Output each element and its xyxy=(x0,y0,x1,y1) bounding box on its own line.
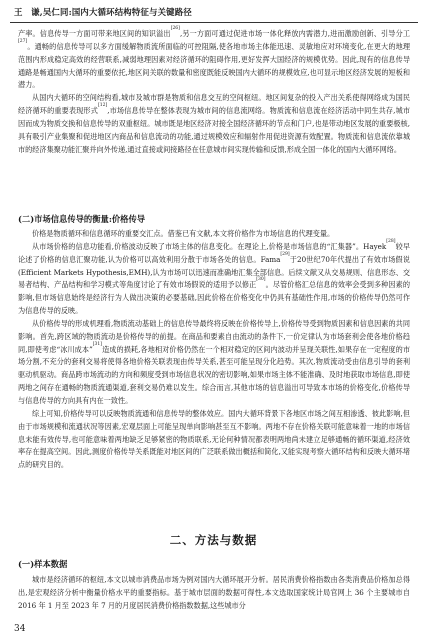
subsection-heading: (二)市场信息传导的衡量:价格传导 xyxy=(18,214,146,224)
citation-marker: [26] xyxy=(170,26,180,31)
body-top xyxy=(18,28,410,156)
paragraph: 综上可知,价格传导可以反映物质流通和信息传导的整体效应。国内大循环背景下各地区市场之间互相渗透、彼此影响,但由于市场规模和流通状况等因素,宏观层面上可能呈现单向影响甚至互不影响。两地不存在价格关联可能意味着一地的市场信息未能有效传导,也可能意味着两地缺乏足够紧密的物质联系,无论何种情况都表明两地尚未建立足够通畅的循环渠道,经济效率存在提高空间。因此,测度价格传导关系既能对地区间的广泛联系做出概括和简化,又能实现考察大循环结构和反映大循环堵点的研究目的。 xyxy=(18,408,410,470)
citation-marker: [31] xyxy=(92,341,102,347)
body-bottom xyxy=(18,574,410,613)
paragraph: 产率。信息传导一方面可带来地区间的知识溢出[26],另一方面可通过促进市场一体化释放内需潜力,进而激励创新、引导分工[27]。通畅的信息传导可以多方面缓解物质流所面临的可控阻隔,使各地市场主体能迅速、灵敏地应对环境变化,在更大的地理范围内形成稳定高效的经营联系,减弱地理因素对经济循环的阻碍作用,更好发挥大国经济的规模优势。因此,现有的信息传导通路是畅通国内大循环的重要依托,地区间关联的数量和密度既能反映国内大循环的规模效应,也可显示地区经济发展的短板和潜力。 xyxy=(18,26,410,90)
citation-marker: [12] xyxy=(97,103,108,109)
citation-marker: [27] xyxy=(18,38,28,44)
body-mid xyxy=(18,228,410,472)
citation-marker: [28] xyxy=(386,238,396,244)
citation-marker: [29] xyxy=(280,251,290,257)
citation-marker: [30] xyxy=(256,277,266,283)
page-number: 34 xyxy=(14,624,26,634)
paragraph: 城市是经济循环的枢纽,本文以城市消费品市场为例对国内大循环展开分析。居民消费价格指数由各类消费品价格加总得出,是宏观经济分析中衡量价格水平的重要指标。基于城市层面的数据可得性,本文选取国家统计局官网上 36 个主要城市自 2016 年 1 月至 2023 年 7 月的月度居民消费价格指数数据,这些城市分 xyxy=(18,575,410,610)
paragraph: 从价格传导的形成机理看,物质流动基础上的信息传导最终将反映在价格传导上,价格传导受到物质因素和信息因素的共同影响。首先,跨区域的物质流动是价格传导的前提。在商品和要素自由流动的条件下,一价定律认为市场套利会使各地价格趋同,即使考虑“冰川成本”[31]造成的损耗,各地相对价格仍然在一个相对稳定的区间内波动并呈现关联性,如果存在一定程度的市场分割,不充分的套利交易将使得各地价格关联表现由传导关系,甚至可能呈现分化趋势。其次,物质流动受由信息引导的套利驱动机驱动。商品跨市场流动的方向和频度受到市场信息状况的密切影响,如果市场主体不能准确、及时地获取市场信息,即使两地之间存在通畅的物质流通渠道,套利交易仍难以发生。综合而言,其他市场的信息溢出可导致本市场的价格变化,价格传导与信息传导的方向具有内在一致性。 xyxy=(18,318,410,405)
paragraph: 从市场价格的信息功能看,价格波动反映了市场主体的信息变化。在理论上,价格是市场信息的“汇集器”。Hayek[28]较早论述了价格的信息汇聚功能,认为价格可以高效利用分散于市场各处的信息。Fama[29]于20世纪70年代提出了有效市场假说(Efficient Markets Hypothesis,EMH),认为市场可以迅速而准确地汇集全部信息。后续文献又从交易规则、信息形态、交易者结构、产品结构和学习模式等角度讨论了有效市场假说的适用予以修正[30]。尽管价格汇总信息的效率会受到多种因素的影响,但市场信息始终是经济行为人做出决策的必要基础,因此价格在价格变化中仍具有基础性作用,市场的价格传导仍然可作为信息传导的反映。 xyxy=(18,238,410,316)
running-header: 王 谦,吴仁同:国内大循环结构特征与关键路径 xyxy=(14,7,192,17)
subsection-heading: (一)样本数据 xyxy=(18,559,68,569)
section-title: 二、方法与数据 xyxy=(169,533,258,547)
paragraph: 价格是物质循环和信息循环的重要交汇点。借鉴已有文献,本文将价格作为市场信息的代理变量。 xyxy=(32,229,335,238)
paragraph: 从国内大循环的空间结构看,城市及城市群是物质和信息交互的空间枢纽。地区间复杂的投入产出关系使得网络成为国民经济循环的重要表现形式[12],市场信息传导在整体表现为城市间的信息流网络。物质流和信息流在经济活动中同生共存,城市因而成为物质交换和信息传导的双重枢纽。城市既是地区经济对接全国经济循环的节点和门户,也是带动地区发展的重要极核,具有吸引产业集聚和促进地区内商品和信息流动的功能,通过规模效应和辐射作用促进资源有效配置。物质流和信息流依靠城市的经济集聚功能汇聚并向外传递,通过直接或间接路径在任意城市间实现传输和反馈,形成全国一体化的国内大循环网络。 xyxy=(18,93,410,154)
header-rule xyxy=(10,22,418,23)
